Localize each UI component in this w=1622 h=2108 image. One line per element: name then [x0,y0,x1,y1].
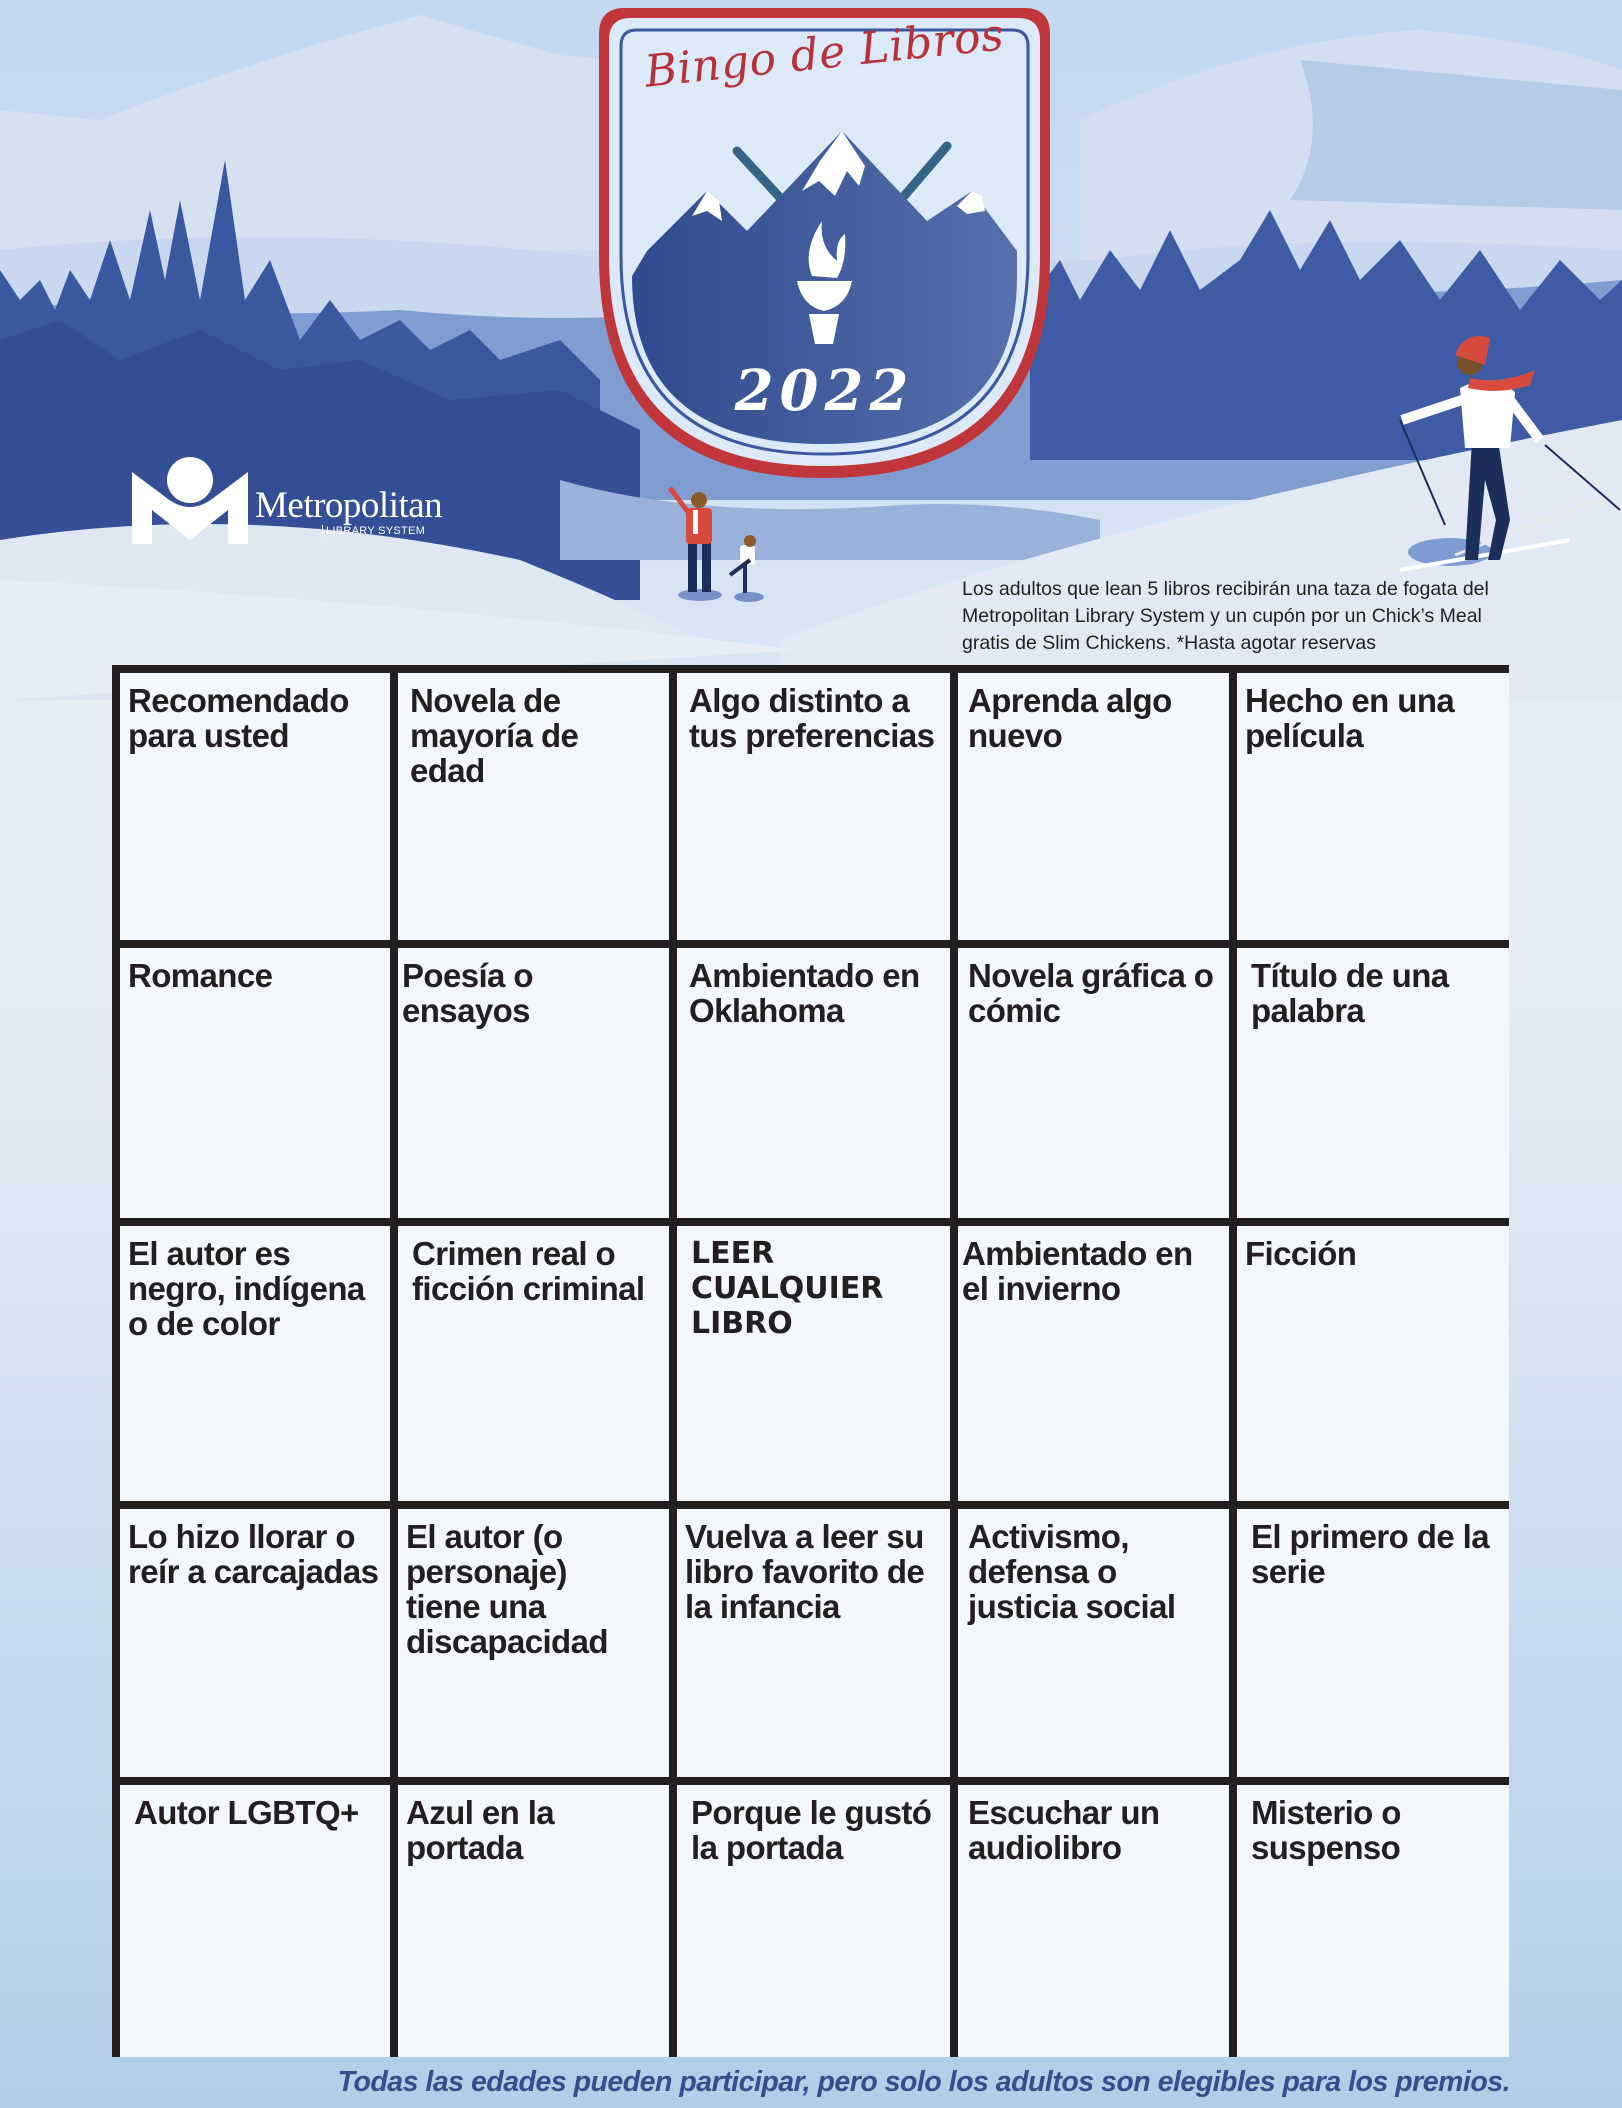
bingo-cell[interactable]: El autor (o personaje) tiene una discapacidad [398,1509,669,1777]
bingo-cell[interactable]: Misterio o suspenso [1237,1785,1509,2057]
eligibility-footer: Todas las edades pueden participar, pero solo los adultos son elegibles para los premios. [337,2066,1510,2098]
bingo-cell[interactable]: Ficción [1237,1226,1509,1501]
bingo-cell[interactable]: El primero de la serie [1237,1509,1509,1777]
bingo-cell[interactable]: Escuchar un audiolibro [958,1785,1229,2057]
bingo-cell[interactable]: Lo hizo llorar o reír a carcajadas [120,1509,390,1777]
bingo-cell[interactable]: Activismo, defensa o justicia social [958,1509,1229,1777]
bingo-cell[interactable]: Azul en la portada [398,1785,669,2057]
bingo-cell[interactable]: Porque le gustó la portada [677,1785,950,2057]
bingo-cell[interactable]: Ambientado en Oklahoma [677,948,950,1218]
bingo-cell[interactable]: Crimen real o ficción criminal [398,1226,669,1501]
logo-wordmark: Metropolitan [255,485,443,526]
bingo-cell[interactable]: Título de una palabra [1237,948,1509,1218]
bingo-cell[interactable]: Ambientado en el invierno [958,1226,1229,1501]
badge-year: 2022 [734,358,915,424]
bingo-cell[interactable]: Algo distinto a tus preferencias [677,673,950,940]
library-m-logo-icon [130,452,250,552]
bingo-cell[interactable]: El autor es negro, indígena o de color [120,1226,390,1501]
bingo-free-cell[interactable]: LEER CUALQUIER LIBRO [677,1226,950,1501]
bingo-cell[interactable]: Novela gráfica o cómic [958,948,1229,1218]
bingo-badge [597,6,1052,480]
bingo-cell[interactable]: Novela de mayoría de edad [398,673,669,940]
metropolitan-library-logo [130,452,470,562]
bingo-cell[interactable]: Romance [120,948,390,1218]
bingo-cell[interactable]: Poesía o ensayos [398,948,669,1218]
bingo-cell[interactable]: Autor LGBTQ+ [120,1785,390,2057]
bingo-cell[interactable]: Aprenda algo nuevo [958,673,1229,940]
bingo-grid [112,665,1509,2057]
badge-title: Bingo de Libros [642,9,1007,98]
logo-subtitle: LIBRARY SYSTEM [322,525,425,537]
bingo-cell[interactable]: Vuelva a leer su libro favorito de la infancia [677,1509,950,1777]
prize-notice: Los adultos que lean 5 libros recibirán una taza de fogata del Metropolitan Library System y un cupón por un Chick’s Meal gratis de Slim Chickens. *Hasta agotar reservas [962,578,1489,654]
bingo-cell[interactable]: Hecho en una película [1237,673,1509,940]
bingo-cell[interactable]: Recomendado para usted [120,673,390,940]
